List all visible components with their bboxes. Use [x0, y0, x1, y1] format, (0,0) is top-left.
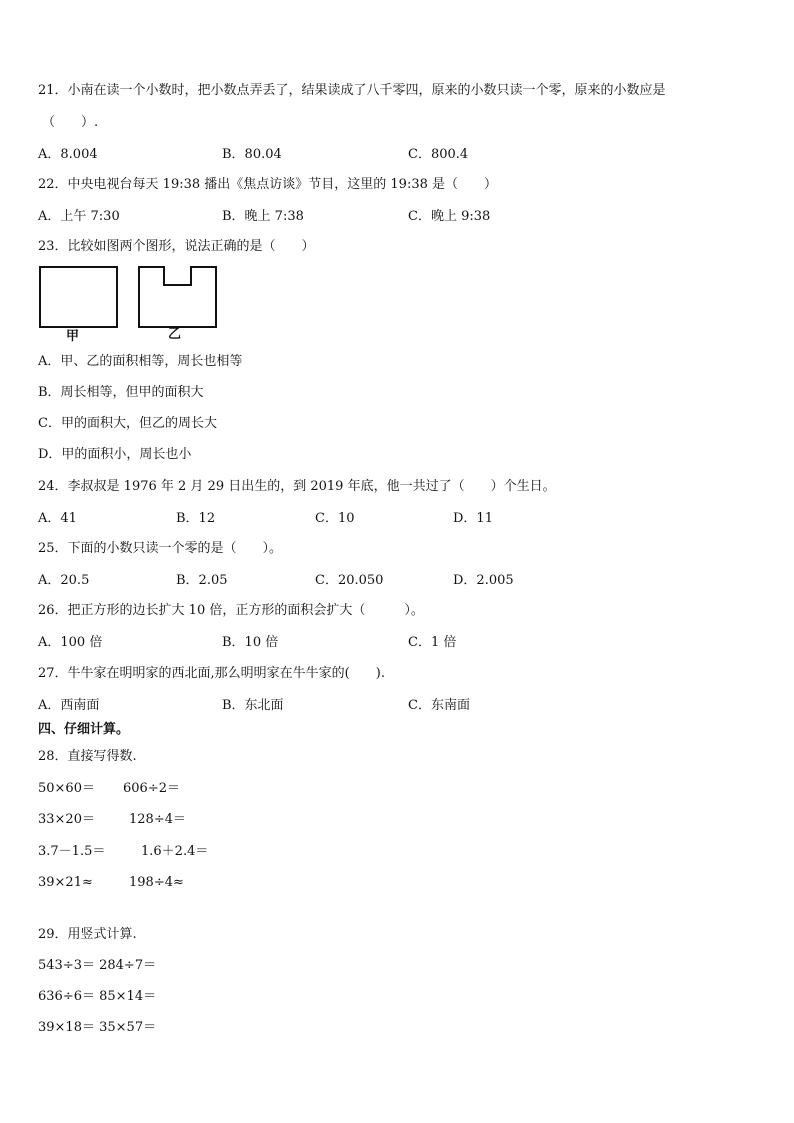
q21-stem: 21．小南在读一个小数时，把小数点弄丢了，结果读成了八千零四，原来的小数只读一个零，原来的小数应是: [38, 83, 666, 98]
q28-item: 606÷2＝: [123, 781, 180, 796]
q22-stem: 22．中央电视台每天 19:38 播出《焦点访谈》节目，这里的 19:38 是（ ）: [38, 177, 497, 192]
q28-item: 33×20＝: [38, 812, 95, 827]
q28-item: 3.7－1.5＝: [38, 844, 106, 859]
q29-stem: 29．用竖式计算.: [38, 927, 137, 942]
q27-stem: 27．牛牛家在明明家的西北面,那么明明家在牛牛家的( ).: [38, 666, 385, 681]
shape-jia-rectangle: [40, 267, 117, 327]
q24-stem: 24．李叔叔是 1976 年 2 月 29 日出生的，到 2019 年底，他一共过了（ ）个生日。: [38, 479, 556, 494]
section-4-heading: 四、仔细计算。: [38, 722, 130, 737]
q29-row: 543÷3＝ 284÷7＝: [38, 958, 157, 973]
q25-option-d: D．2.005: [453, 573, 514, 588]
q28-item: 50×60＝: [38, 781, 95, 796]
q23-option-a: A．甲、乙的面积相等，周长也相等: [38, 354, 243, 369]
q26-option-a: A．100 倍: [38, 635, 103, 650]
q23-label-jia: 甲: [66, 329, 80, 344]
q23-option-d: D．甲的面积小，周长也小: [38, 447, 192, 462]
q29-row: 636÷6＝ 85×14＝: [38, 989, 157, 1004]
q22-option-c: C．晚上 9:38: [408, 209, 491, 224]
q27-option-b: B．东北面: [222, 698, 284, 713]
q23-figure: [36, 262, 226, 346]
q25-option-a: A．20.5: [38, 573, 90, 588]
q23-option-c: C．甲的面积大，但乙的周长大: [38, 416, 217, 431]
q26-option-c: C．1 倍: [408, 635, 457, 650]
q23-option-b: B．周长相等，但甲的面积大: [38, 385, 204, 400]
q21-blank: （ ）.: [42, 115, 99, 130]
q27-option-c: C．东南面: [408, 698, 470, 713]
q26-stem: 26．把正方形的边长扩大 10 倍，正方形的面积会扩大（ ）。: [38, 603, 424, 618]
q24-option-a: A．41: [38, 511, 77, 526]
q28-item: 198÷4≈: [129, 875, 184, 890]
q24-option-b: B．12: [176, 511, 216, 526]
q29-row: 39×18＝ 35×57＝: [38, 1020, 157, 1035]
q27-option-a: A．西南面: [38, 698, 100, 713]
q23-stem: 23．比较如图两个图形，说法正确的是（ ）: [38, 239, 315, 254]
q25-stem: 25．下面的小数只读一个零的是（ ）。: [38, 541, 283, 556]
q24-option-d: D．11: [453, 511, 493, 526]
q22-option-b: B．晚上 7:38: [222, 209, 304, 224]
q21-option-c: C．800.4: [408, 147, 469, 162]
q25-option-b: B．2.05: [176, 573, 228, 588]
q28-stem: 28．直接写得数.: [38, 749, 137, 764]
q28-item: 39×21≈: [38, 875, 93, 890]
q26-option-b: B．10 倍: [222, 635, 279, 650]
q28-item: 128÷4＝: [129, 812, 186, 827]
shape-yi-notched-rectangle: [139, 267, 216, 327]
q23-label-yi: 乙: [168, 327, 182, 342]
q22-option-a: A．上午 7:30: [38, 209, 120, 224]
q28-item: 1.6＋2.4＝: [141, 844, 209, 859]
q24-option-c: C．10: [315, 511, 355, 526]
q21-option-b: B．80.04: [222, 147, 282, 162]
q25-option-c: C．20.050: [315, 573, 384, 588]
q21-option-a: A．8.004: [38, 147, 98, 162]
